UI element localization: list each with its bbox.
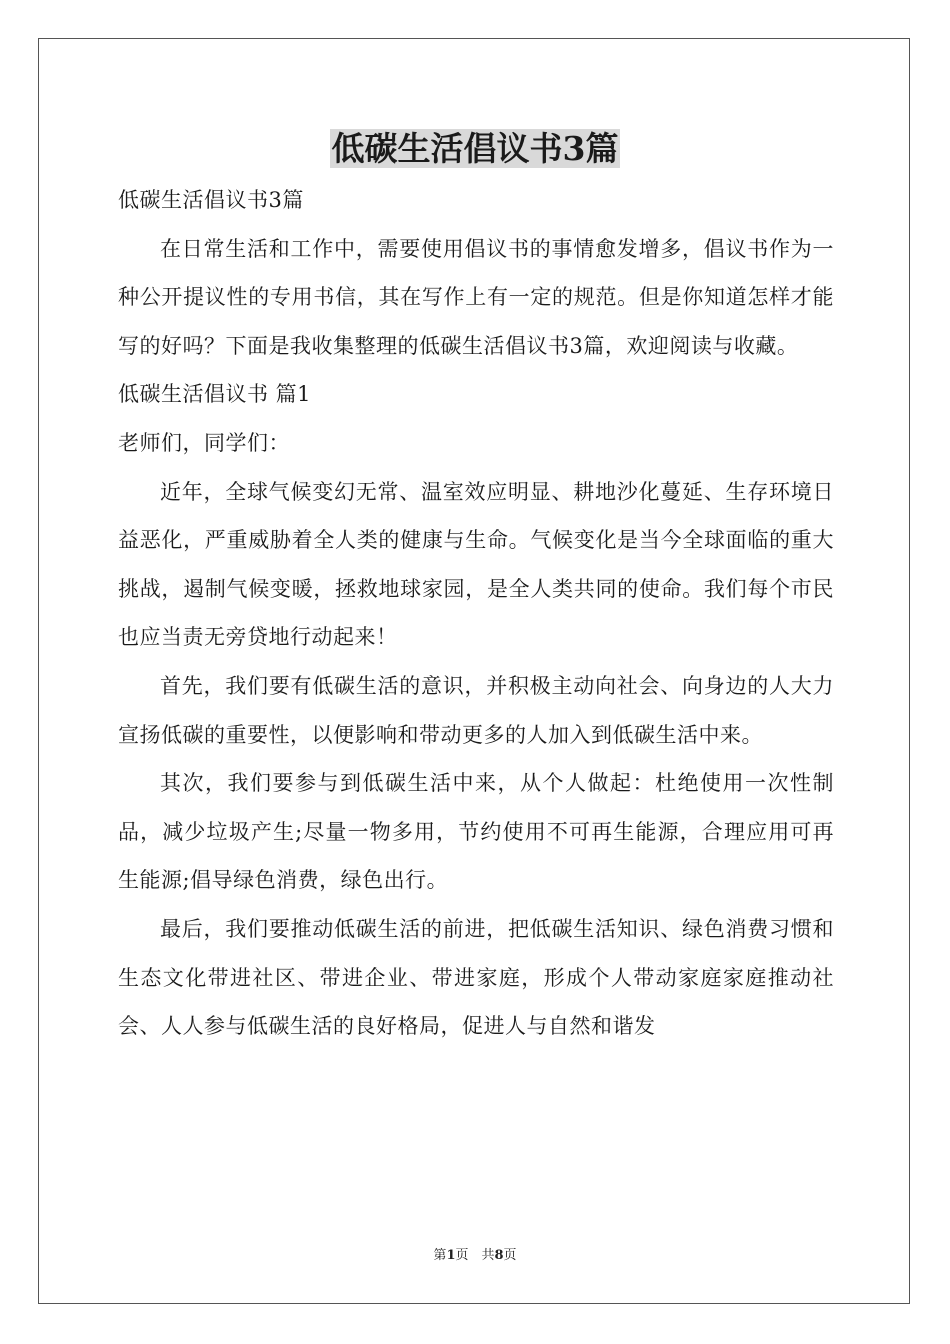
page-footer (0, 1247, 950, 1265)
document-title (0, 124, 950, 174)
body-paragraph: 低碳生活倡议书3篇 (118, 188, 304, 212)
page-total: 8 (494, 1248, 504, 1263)
page-prefix: 第 (433, 1248, 447, 1263)
body-paragraph: 最后，我们要推动低碳生活的前进，把低碳生活知识、绿色消费习惯和生态文化带进社区、带进企业、带进家庭，形成个人带动家庭家庭推动社会、人人参与低碳生活的良好格局，促进人与自然和谐发 (118, 916, 834, 1039)
page-mid: 页 共 (455, 1248, 495, 1263)
page-current: 1 (446, 1248, 456, 1263)
body-paragraph: 首先，我们要有低碳生活的意识，并积极主动向社会、向身边的人大力宣扬低碳的重要性，以便影响和带动更多的人加入到低碳生活中来。 (118, 673, 834, 747)
body-paragraph: 近年，全球气候变幻无常、温室效应明显、耕地沙化蔓延、生存环境日益恶化，严重威胁着全人类的健康与生命。气候变化是当今全球面临的重大挑战，遏制气候变暖，拯救地球家园，是全人类共同的使命。我们每个市民也应当责无旁贷地行动起来！ (118, 479, 834, 650)
body-paragraph: 在日常生活和工作中，需要使用倡议书的事情愈发增多，倡议书作为一种公开提议性的专用书信，其在写作上有一定的规范。但是你知道怎样才能写的好吗？下面是我收集整理的低碳生活倡议书3篇，欢迎阅读与收藏。 (118, 236, 834, 358)
page-suffix: 页 (503, 1248, 517, 1263)
body-paragraph: 其次，我们要参与到低碳生活中来，从个人做起：杜绝使用一次性制品，减少垃圾产生;尽量一物多用，节约使用不可再生能源，合理应用可再生能源;倡导绿色消费，绿色出行。 (118, 771, 834, 893)
document-title-text: 低碳生活倡议书3篇 (331, 129, 619, 168)
body-paragraph: 老师们，同学们： (118, 430, 290, 455)
document-body (118, 176, 834, 1051)
body-paragraph: 低碳生活倡议书 篇1 (118, 382, 312, 407)
